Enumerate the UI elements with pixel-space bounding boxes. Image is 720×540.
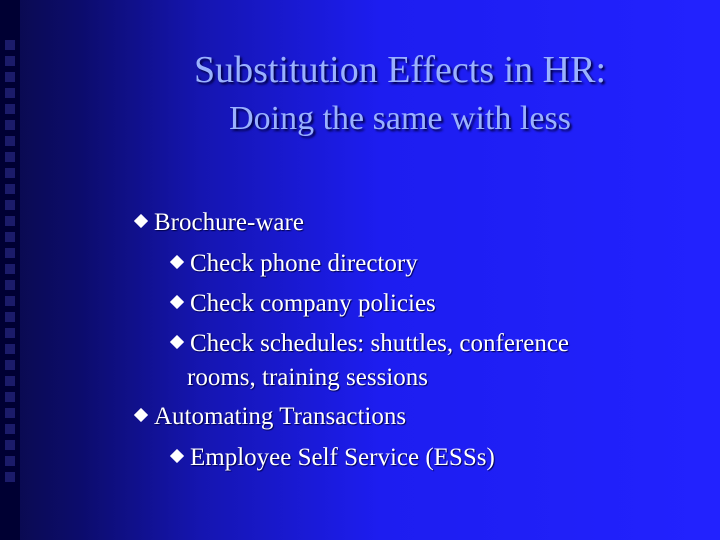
bullet-item (134, 402, 406, 432)
decorative-square (5, 360, 15, 370)
sub-bullet-item (170, 289, 436, 319)
decorative-square (5, 328, 15, 338)
bullet-continuation: rooms, training sessions (187, 364, 428, 391)
diamond-bullet-icon (170, 449, 184, 463)
decorative-square (5, 136, 15, 146)
decorative-square (5, 456, 15, 466)
decorative-square (5, 264, 15, 274)
decorative-square (5, 40, 15, 50)
diamond-bullet-icon (134, 214, 148, 228)
left-decorative-strip (0, 0, 20, 540)
decorative-square (5, 392, 15, 402)
bullet-text: Check company policies (190, 290, 436, 317)
bullet-item (134, 208, 304, 238)
slide-subtitle: Doing the same with less (229, 100, 571, 137)
bullet-text: Check phone directory (190, 250, 418, 277)
bullet-text: Check schedules: shuttles, conference (190, 330, 570, 357)
decorative-square (5, 408, 15, 418)
decorative-square (5, 312, 15, 322)
decorative-square (5, 376, 15, 386)
decorative-square (5, 184, 15, 194)
sub-bullet-item (170, 249, 418, 279)
decorative-square (5, 296, 15, 306)
decorative-square (5, 232, 15, 242)
decorative-square (5, 168, 15, 178)
bullet-text: Automating Transactions (154, 403, 407, 430)
decorative-square (5, 72, 15, 82)
decorative-square (5, 56, 15, 66)
decorative-square (5, 440, 15, 450)
diamond-bullet-icon (134, 408, 148, 422)
decorative-square (5, 216, 15, 226)
slide-title: Substitution Effects in HR: (193, 49, 607, 91)
sub-bullet-item (170, 443, 495, 473)
bullet-text: Brochure-ware (154, 209, 304, 236)
decorative-squares (3, 40, 17, 488)
diamond-bullet-icon (170, 335, 184, 349)
decorative-square (5, 104, 15, 114)
decorative-square (5, 88, 15, 98)
diamond-bullet-icon (170, 255, 184, 269)
decorative-square (5, 200, 15, 210)
diamond-bullet-icon (170, 295, 184, 309)
decorative-square (5, 424, 15, 434)
decorative-square (5, 280, 15, 290)
decorative-square (5, 344, 15, 354)
bullet-text: Employee Self Service (ESSs) (190, 444, 495, 471)
decorative-square (5, 152, 15, 162)
decorative-square (5, 248, 15, 258)
decorative-square (5, 120, 15, 130)
decorative-square (5, 472, 15, 482)
sub-bullet-item (170, 329, 569, 359)
